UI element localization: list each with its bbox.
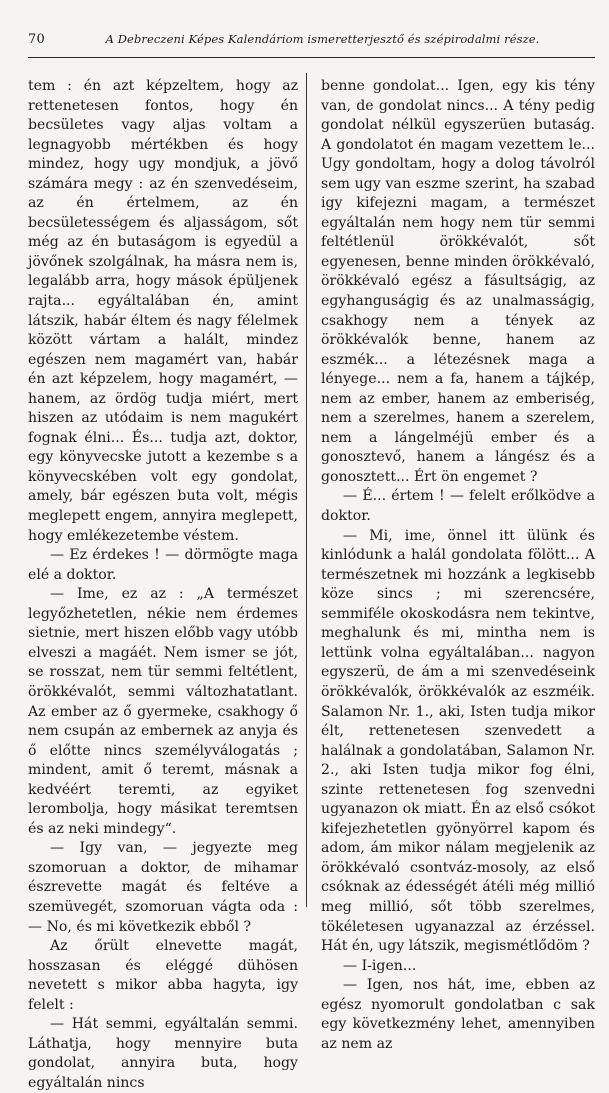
paragraph: — Ime, ez az : „A természet legyőzhetetlen, nékie nem érdemes sietnie, mert hiszen előbb vagy utóbb elveszi a magáét. Nem ismer se jót, se rosszat, nem tür semmi feltétlent, örökkévalót, semmi változhatatlant. Az ember az ő gyermeke, csakhogy ő nem csupán az embernek az anyja és ő előtte nincs személyválogatás ; mindent, amit ő teremt, másnak a kedvéért teremti, az egyiket lerombolja, hogy másikat teremtsen és az neki mindegy“. (28, 586, 299, 837)
paragraph: — Igy van, — jegyezte meg szomoruan a doktor, de mihamar észrevette magát és feltéve a szemüvegét, szomoruan vágta oda : — No, és mi következik ebből ? (28, 840, 299, 935)
paragraph: — Igen, nos hát, ime, ebben az egész nyomorult gondolatban c sak egy következmény lehet, amennyiben az nem az (321, 977, 595, 1052)
paragraph: benne gondolat... Igen, egy kis tény van, de gondolat nincs... A tény pedig gondolat nélkül egyszerüen butaság. A gondolatot én magam vezettem le... Ugy gondoltam, hogy a dolog távolról sem ugy van eszme szerint, ha szabad igy kifejezni magam, a természet egyáltalán nem hogy nem tür semmi feltétlenül örökkévalót, sőt egyenesen, benne minden örökkévaló, örökkévaló egész a fásultságig, az egyhanguságig és az unalmasságig, csakhogy nem a tények az örökkévalók benne, hanem az eszmék... a létezésnek maga a lényege... nem a fa, hanem a tájkép, nem az ember, hanem az emberiség, nem a szerelmes, hanem a szerelem, nem a lángelméjü ember és a gonosztevő, hanem a lángész és a gonosztett... Ért ön engemet ? (321, 78, 595, 485)
paragraph: — Mi, ime, önnel itt ülünk és kinlódunk a halál gondolata fölött... A természetnek mi hozzánk a legkisebb köze sincs ; mi szerencsére, semmiféle okoskodásra nem tekintve, meghalunk és mi, mintha nem is lettünk volna egyáltalában... nagyon egyszerü, de ám a mi szenvedéseink örökkévalók, örökkévalók az eszméik. Salamon Nr. 1., aki, Isten tudja mikor élt, rettenetesen szenvedett a halálnak a gondolatában, Salamon Nr. 2., aki Isten tudja mikor fog élni, szinte rettenetesen fog szenvedni ugyanazon ok miatt. Én az első csókot kifejezhetetlen gyönyörrel kapom és adom, ám mikor nálam megjelenik az örökkévaló csontváz-mosoly, az első csóknak az édességét átéli még millió meg millió, sőt több szerelmes, tökéletesen ugyanazzal az érzéssel. Hát én, ugy látszik, megismétlődöm ? (321, 527, 595, 955)
paragraph: — É... értem ! — felelt erőlködve a doktor. (321, 488, 595, 525)
text-columns (28, 77, 595, 1091)
paragraph: — Hát semmi, egyáltalán semmi. Láthatja, hogy mennyire buta gondolat, annyira buta, hogy egyáltalán nincs (28, 1016, 299, 1091)
paragraph: — I-igen... (343, 957, 417, 974)
left-column (28, 77, 306, 1091)
paragraph: — Ez érdekes ! — dörmögte maga elé a doktor. (28, 547, 299, 583)
page-header (28, 32, 595, 58)
page-number: 70 (28, 32, 45, 47)
paragraph: tem : én azt képzeltem, hogy az rettenetesen fontos, hogy én becsületes vagy aljas voltam a legnagyobb mértékben és hogy mindez, hogy ugy mondjuk, a jövő számára megy : az én szenvedéseim, az én értelmem, az én becsületességem és aljasságom, sőt még az én butaságom is egyedül a jövőnek szolgálnak, ha másra nem is, legalább arra, hogy mások épüljenek rajta... egyáltalában én, amint látszik, habár éltem és nagy félelmek között vártam a halált, mindez egészen nem magamért van, habár én azt képzelem, hogy magamért, — hanem, az ördög tudja miért, mert hiszen az utódaim is nem magukért fognak élni... És... tudja azt, doktor, egy könyvecske jutott a kezembe s a könyvecskében volt egy gondolat, amely, bár egészen buta volt, mégis meglepett engem, annyira meglepett, hogy emlékezetembe véstem. (28, 78, 299, 544)
right-column (307, 77, 595, 1052)
running-title: A Debreczeni Képes Kalendáriom ismeretterjesztő és szépirodalmi része. (105, 32, 540, 46)
paragraph: Az őrült elnevette magát, hosszasan és eléggé dühösen nevetett s mikor abba hagyta, igy felelt : (28, 938, 299, 1013)
